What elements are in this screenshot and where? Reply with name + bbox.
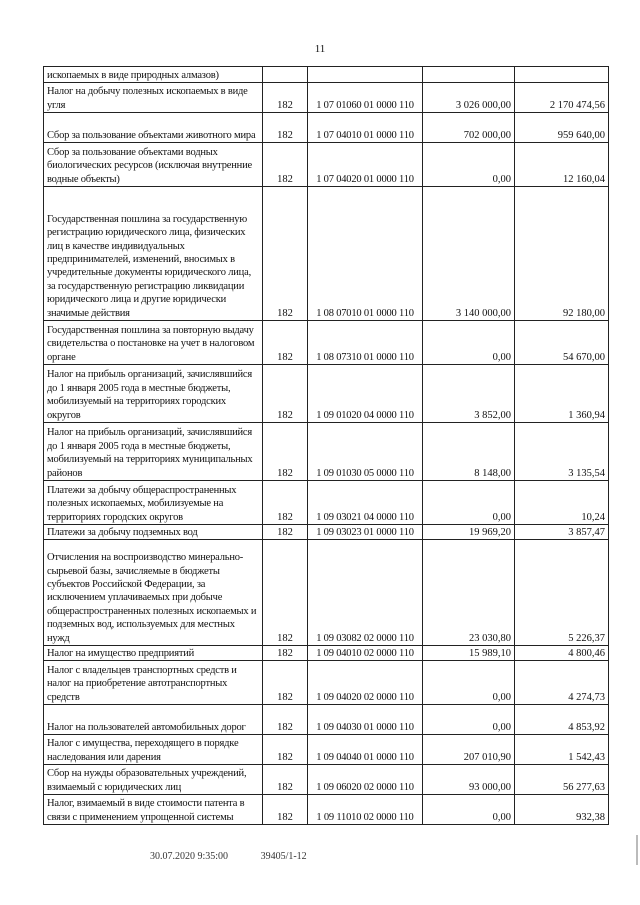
admin-code-cell: 182 — [263, 113, 308, 143]
table-row — [44, 113, 609, 143]
table-row — [44, 705, 609, 735]
income-name-cell: Сбор за пользование объектами водных биологических ресурсов (исключая внутренние водные объекты) — [44, 143, 263, 187]
income-name-cell: ископаемых в виде природных алмазов) — [44, 67, 263, 83]
admin-code-cell: 182 — [263, 423, 308, 481]
footer-timestamp: 30.07.2020 9:35:00 — [150, 851, 229, 862]
page-number: 11 — [314, 43, 326, 55]
fact-amount-cell: 3 857,47 — [515, 525, 609, 540]
plan-amount-cell: 3 852,00 — [423, 365, 515, 423]
plan-amount-cell: 0,00 — [423, 705, 515, 735]
table-row — [44, 646, 609, 661]
fact-amount-cell: 4 800,46 — [515, 646, 609, 661]
budget-code-cell: 1 09 03021 04 0000 110 — [308, 481, 423, 525]
table-row — [44, 365, 609, 423]
plan-amount-cell: 93 000,00 — [423, 765, 515, 795]
plan-amount-cell: 0,00 — [423, 795, 515, 825]
fact-amount-cell: 92 180,00 — [515, 187, 609, 321]
budget-code-cell: 1 09 01020 04 0000 110 — [308, 365, 423, 423]
table-row — [44, 423, 609, 481]
admin-code-cell: 182 — [263, 525, 308, 540]
plan-amount-cell: 15 989,10 — [423, 646, 515, 661]
admin-code-cell: 182 — [263, 481, 308, 525]
table-row — [44, 525, 609, 540]
plan-amount-cell: 0,00 — [423, 661, 515, 705]
budget-code-cell: 1 09 04010 02 0000 110 — [308, 646, 423, 661]
budget-code-cell: 1 09 04040 01 0000 110 — [308, 735, 423, 765]
fact-amount-cell: 56 277,63 — [515, 765, 609, 795]
fact-amount-cell: 1 360,94 — [515, 365, 609, 423]
income-name-cell: Налог, взимаемый в виде стоимости патента в связи с применением упрощенной системы — [44, 795, 263, 825]
plan-amount-cell: 0,00 — [423, 321, 515, 365]
fact-amount-cell — [515, 67, 609, 83]
income-name-cell: Сбор на нужды образовательных учреждений, взимаемый с юридических лиц — [44, 765, 263, 795]
admin-code-cell: 182 — [263, 735, 308, 765]
fact-amount-cell: 4 853,92 — [515, 705, 609, 735]
admin-code-cell — [263, 67, 308, 83]
fact-amount-cell: 12 160,04 — [515, 143, 609, 187]
income-name-cell: Налог на прибыль организаций, зачислявшийся до 1 января 2005 года в местные бюджеты, мобилизуемый на территориях городских округов — [44, 365, 263, 423]
fact-amount-cell: 4 274,73 — [515, 661, 609, 705]
income-name-cell: Платежи за добычу подземных вод — [44, 525, 263, 540]
table-row — [44, 795, 609, 825]
revenue-table — [43, 66, 609, 825]
fact-amount-cell: 2 170 474,56 — [515, 83, 609, 113]
table-row — [44, 321, 609, 365]
plan-amount-cell: 23 030,80 — [423, 540, 515, 646]
income-name-cell: Государственная пошлина за государственную регистрацию юридического лица, физических лиц в качестве индивидуальных предпринимателей, изменений, вносимых в учредительные документы юридического лица, за государственную регистрацию ликвидации юридического лица и другие юридически значимые действия — [44, 187, 263, 321]
budget-code-cell: 1 09 11010 02 0000 110 — [308, 795, 423, 825]
income-name-cell: Государственная пошлина за повторную выдачу свидетельства о постановке на учет в налоговом органе — [44, 321, 263, 365]
scan-edge-mark — [636, 835, 638, 865]
admin-code-cell: 182 — [263, 143, 308, 187]
table-row — [44, 187, 609, 321]
plan-amount-cell: 3 026 000,00 — [423, 83, 515, 113]
fact-amount-cell: 5 226,37 — [515, 540, 609, 646]
income-name-cell: Налог с имущества, переходящего в порядке наследования или дарения — [44, 735, 263, 765]
plan-amount-cell: 19 969,20 — [423, 525, 515, 540]
budget-code-cell: 1 07 04010 01 0000 110 — [308, 113, 423, 143]
plan-amount-cell: 8 148,00 — [423, 423, 515, 481]
plan-amount-cell: 207 010,90 — [423, 735, 515, 765]
budget-code-cell — [308, 67, 423, 83]
income-name-cell: Налог на добычу полезных ископаемых в виде угля — [44, 83, 263, 113]
fact-amount-cell: 3 135,54 — [515, 423, 609, 481]
admin-code-cell: 182 — [263, 321, 308, 365]
table-row — [44, 83, 609, 113]
table-row — [44, 735, 609, 765]
income-name-cell: Налог на прибыль организаций, зачислявшийся до 1 января 2005 года в местные бюджеты, мобилизуемый на территориях муниципальных районов — [44, 423, 263, 481]
budget-code-cell: 1 09 01030 05 0000 110 — [308, 423, 423, 481]
plan-amount-cell — [423, 67, 515, 83]
budget-code-cell: 1 09 06020 02 0000 110 — [308, 765, 423, 795]
admin-code-cell: 182 — [263, 540, 308, 646]
income-name-cell: Налог с владельцев транспортных средств и налог на приобретение автотранспортных средств — [44, 661, 263, 705]
admin-code-cell: 182 — [263, 646, 308, 661]
table-row — [44, 765, 609, 795]
document-footer — [150, 851, 307, 862]
admin-code-cell: 182 — [263, 705, 308, 735]
budget-code-cell: 1 08 07310 01 0000 110 — [308, 321, 423, 365]
plan-amount-cell: 0,00 — [423, 143, 515, 187]
budget-code-cell: 1 09 04030 01 0000 110 — [308, 705, 423, 735]
budget-code-cell: 1 07 01060 01 0000 110 — [308, 83, 423, 113]
table-row — [44, 143, 609, 187]
fact-amount-cell: 10,24 — [515, 481, 609, 525]
footer-document-id: 39405/1-12 — [260, 851, 307, 862]
admin-code-cell: 182 — [263, 365, 308, 423]
plan-amount-cell: 3 140 000,00 — [423, 187, 515, 321]
plan-amount-cell: 0,00 — [423, 481, 515, 525]
plan-amount-cell: 702 000,00 — [423, 113, 515, 143]
admin-code-cell: 182 — [263, 765, 308, 795]
budget-code-cell: 1 08 07010 01 0000 110 — [308, 187, 423, 321]
table-row — [44, 540, 609, 646]
table-row — [44, 481, 609, 525]
fact-amount-cell: 1 542,43 — [515, 735, 609, 765]
income-name-cell: Налог на пользователей автомобильных дорог — [44, 705, 263, 735]
income-name-cell: Сбор за пользование объектами животного мира — [44, 113, 263, 143]
income-name-cell: Налог на имущество предприятий — [44, 646, 263, 661]
budget-code-cell: 1 09 03023 01 0000 110 — [308, 525, 423, 540]
admin-code-cell: 182 — [263, 83, 308, 113]
income-name-cell: Отчисления на воспроизводство минерально-сырьевой базы, зачисляемые в бюджеты субъектов Российской Федерации, за исключением уплачиваемых при добыче общераспространенных полезных ископаемых и подземных вод, используемых для местных нужд — [44, 540, 263, 646]
admin-code-cell: 182 — [263, 187, 308, 321]
table-row — [44, 67, 609, 83]
budget-code-cell: 1 09 03082 02 0000 110 — [308, 540, 423, 646]
admin-code-cell: 182 — [263, 661, 308, 705]
fact-amount-cell: 932,38 — [515, 795, 609, 825]
budget-code-cell: 1 07 04020 01 0000 110 — [308, 143, 423, 187]
income-name-cell: Платежи за добычу общераспространенных полезных ископаемых, мобилизуемые на территориях городских округов — [44, 481, 263, 525]
budget-code-cell: 1 09 04020 02 0000 110 — [308, 661, 423, 705]
fact-amount-cell: 959 640,00 — [515, 113, 609, 143]
table-row — [44, 661, 609, 705]
admin-code-cell: 182 — [263, 795, 308, 825]
fact-amount-cell: 54 670,00 — [515, 321, 609, 365]
